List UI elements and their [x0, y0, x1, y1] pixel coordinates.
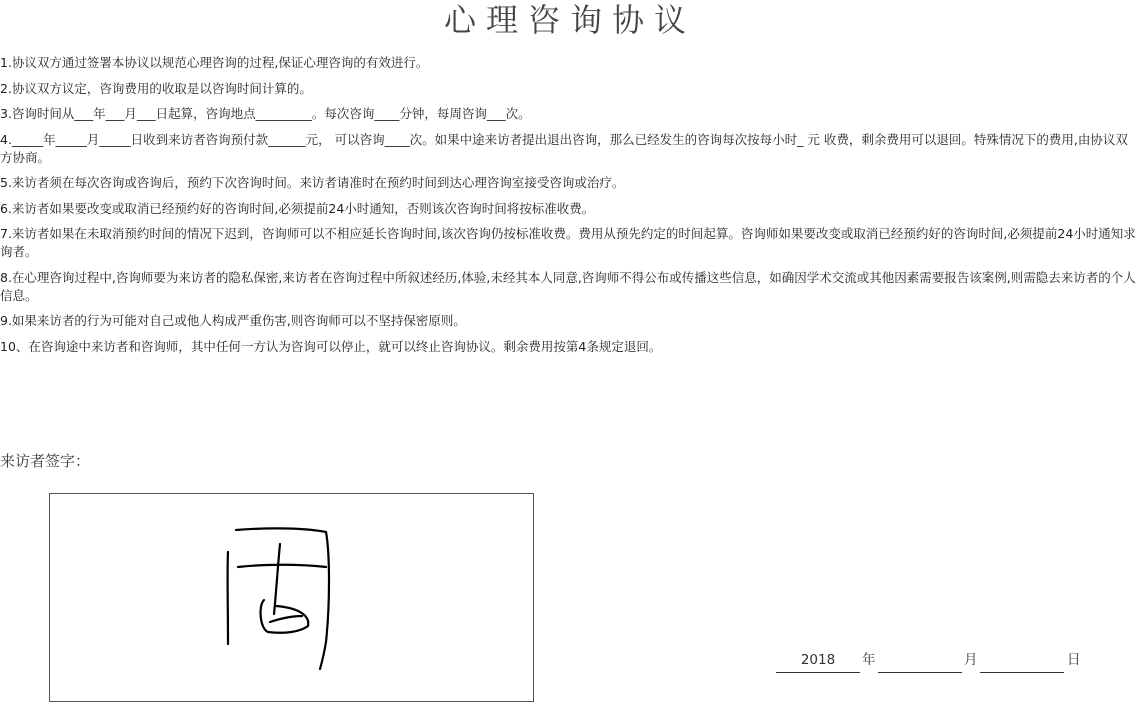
- clause-5: 5.来访者须在每次咨询或咨询后，预约下次咨询时间。来访者请准时在预约时间到达心理咨询室接受咨询或治疗。: [0, 175, 625, 190]
- clause-10: 10、在咨询途中来访者和咨询师，其中任何一方认为咨询可以停止，就可以终止咨询协议。剩余费用按第4条规定退回。: [0, 338, 662, 354]
- clause-6: 6.来访者如果要改变或取消已经预约好的咨询时间,必须提前24小时通知，否则该次咨询时间将按标准收费。: [0, 200, 595, 216]
- month-unit: 月: [964, 652, 978, 668]
- signature-label: 来访者签字：: [0, 452, 91, 470]
- clause-8: 8.在心理咨询过程中,咨询师要为来访者的隐私保密,来访者在咨询过程中所叙述经历,体验,未经其本人同意,咨询师不得公布或传播这些信息，如确因学术交流或其他因素需要报告该案例,则需隐去来访者的个人信息。: [0, 269, 1136, 303]
- clause-list: [0, 54, 1140, 363]
- year-unit: 年: [862, 652, 876, 668]
- day-field[interactable]: [980, 650, 1064, 673]
- clause-7: 7.来访者如果在未取消预约时间的情况下迟到，咨询师可以不相应延长咨询时间,该次咨询仍按标准收费。费用从预先约定的时间起算。咨询师如果要改变或取消已经预约好的咨询时间,必须提前24小时通知求询者。: [0, 226, 1136, 259]
- clause-1: 1.协议双方通过签署本协议以规范心理咨询的过程,保证心理咨询的有效进行。: [0, 55, 429, 70]
- day-unit: 日: [1067, 652, 1081, 668]
- document-title: 心理咨询协议: [443, 1, 696, 39]
- year-field[interactable]: 2018: [776, 650, 860, 673]
- clause-9: 9.如果来访者的行为可能对自己或他人构成严重伤害,则咨询师可以不坚持保密原则。: [0, 313, 466, 328]
- clause-2: 2.协议双方议定，咨询费用的收取是以咨询时间计算的。: [0, 80, 312, 96]
- signature-pad[interactable]: [49, 493, 534, 702]
- handwritten-signature: [50, 494, 535, 703]
- clause-3: 3.咨询时间从___年___月___日起算，咨询地点_________。每次咨询____分钟，每周咨询___次。: [0, 106, 531, 121]
- clause-4: 4._____年_____月_____日收到来访者咨询预付款______元， 可以咨询____次。如果中途来访者提出退出咨询，那么已经发生的咨询每次按每小时_ 元 收费，剩余费用可以退回。特殊情况下的费用,由协议双方协商。: [0, 131, 1128, 165]
- month-field[interactable]: [878, 650, 962, 673]
